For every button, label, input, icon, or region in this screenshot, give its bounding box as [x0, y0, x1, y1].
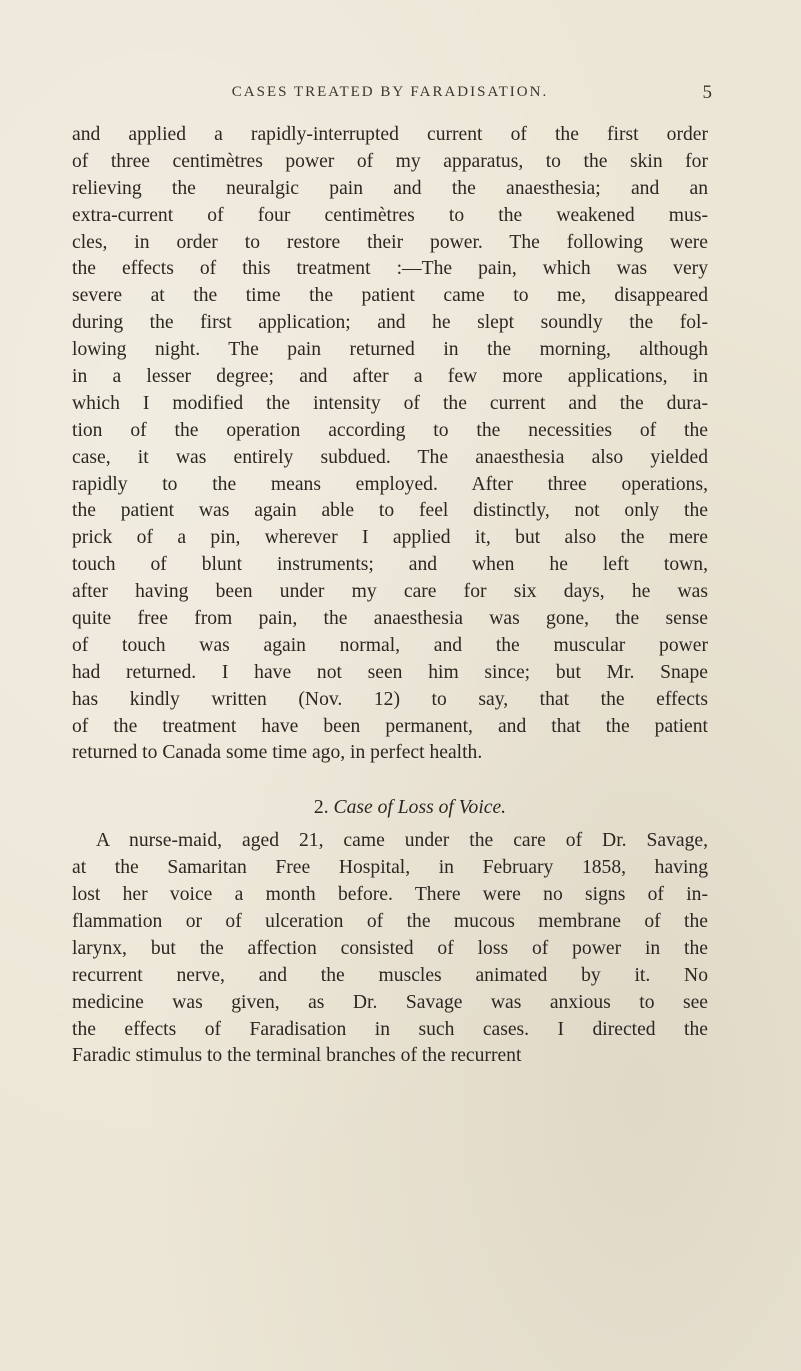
text-line: quite free from pain, the anaesthesia was gone, the sense [72, 608, 708, 630]
text-line: had returned. I have not seen him since; but Mr. Snape [72, 661, 708, 683]
text-line: in a lesser degree; and after a few more applications, in [72, 366, 708, 388]
text-line: case, it was entirely subdued. The anaesthesia also yielded [72, 446, 708, 468]
text-line: which I modified the intensity of the current and the dura- [72, 392, 708, 414]
text-line: recurrent nerve, and the muscles animated by it. No [72, 964, 708, 986]
page-number: 5 [702, 82, 712, 103]
text-line: tion of the operation according to the necessities of the [72, 419, 708, 441]
text-line: relieving the neuralgic pain and the anaesthesia; and an [72, 177, 708, 199]
text-line: of touch was again normal, and the muscular power [72, 634, 708, 656]
text-line: has kindly written (Nov. 12) to say, that the effects [72, 688, 708, 710]
text-line: larynx, but the affection consisted of loss of power in the [72, 937, 708, 959]
text-line: the patient was again able to feel distinctly, not only the [72, 500, 708, 522]
text-line: rapidly to the means employed. After three operations, [72, 473, 708, 495]
running-head [70, 84, 710, 108]
text-line: during the first application; and he slept soundly the fol- [72, 312, 708, 334]
text-line: severe at the time the patient came to me, disappeared [72, 285, 708, 307]
text-line: returned to Canada some time ago, in perfect health. [72, 742, 483, 764]
text-line: the effects of this treatment :—The pain, which was very [72, 258, 708, 280]
text-line: flammation or of ulceration of the mucous membrane of the [72, 910, 708, 932]
text-line: the effects of Faradisation in such cases. I directed the [72, 1018, 708, 1040]
text-line: cles, in order to restore their power. The following were [72, 231, 708, 253]
text-line: lost her voice a month before. There were no signs of in- [72, 884, 708, 906]
text-line: at the Samaritan Free Hospital, in February 1858, having [72, 857, 708, 879]
text-line: of the treatment have been permanent, and that the patient [72, 715, 708, 737]
body-text [72, 122, 708, 1070]
running-title: CASES TREATED BY FARADISATION. [231, 84, 549, 100]
section-heading [72, 795, 708, 822]
paragraph-2 [72, 828, 708, 1070]
text-line: A nurse-maid, aged 21, came under the care of Dr. Savage, [96, 830, 708, 852]
text-line: of three centimètres power of my apparatus, to the skin for [72, 150, 708, 172]
text-line: prick of a pin, wherever I applied it, but also the mere [72, 527, 708, 549]
text-line: and applied a rapidly-interrupted current of the first order [72, 124, 708, 145]
text-line: Faradic stimulus to the terminal branches of the recurrent [72, 1045, 522, 1067]
text-line: after having been under my care for six days, he was [72, 581, 708, 603]
text-line: extra-current of four centimètres to the weakened mus- [72, 204, 708, 226]
section-title: Case of Loss of Voice. [333, 797, 507, 819]
text-line: lowing night. The pain returned in the morning, although [72, 339, 708, 361]
text-line: touch of blunt instruments; and when he left town, [72, 554, 708, 576]
section-number: 2. [313, 797, 329, 819]
text-line: medicine was given, as Dr. Savage was anxious to see [72, 991, 708, 1013]
paragraph-1 [72, 122, 708, 767]
